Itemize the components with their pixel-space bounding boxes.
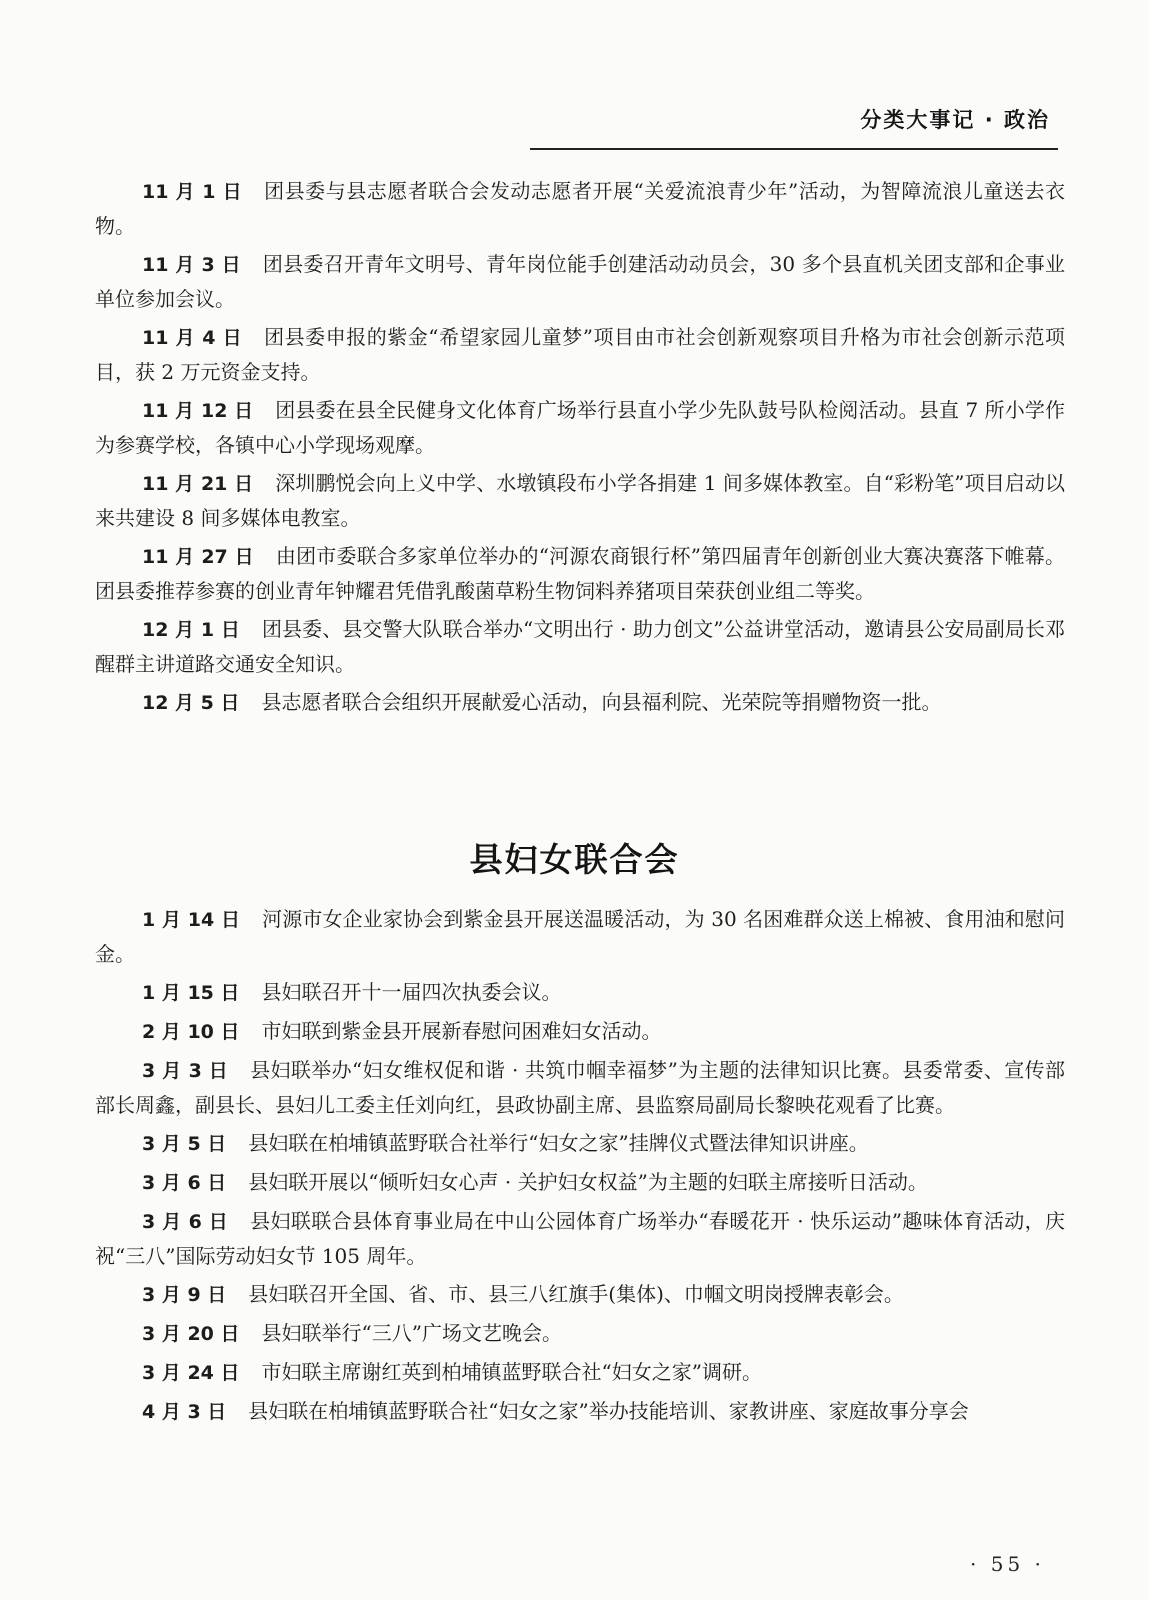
entry-text: 县妇联在柏埔镇蓝野联合社“妇女之家”举办技能培训、家教讲座、家庭故事分享会 — [248, 1399, 969, 1423]
entry-text: 县志愿者联合会组织开展献爱心活动，向县福利院、光荣院等捐赠物资一批。 — [261, 690, 942, 714]
entry-text: 市妇联到紫金县开展新春慰问困难妇女活动。 — [261, 1019, 662, 1043]
entry-date: 1 月 14 日 — [142, 909, 241, 931]
entry-text: 团县委在县全民健身文化体育广场举行县直小学少先队鼓号队检阅活动。县直 7 所小学作为参赛学校，各镇中心小学现场观摩。 — [95, 398, 1065, 457]
entry-text: 县妇联举办“妇女维权促和谐 · 共筑巾帼幸福梦”为主题的法律知识比赛。县委常委、宣传部部长周鑫，副县长、县妇儿工委主任刘向红，县政协副主席、县监察局副局长黎映花观看了比赛。 — [95, 1058, 1065, 1117]
entry-text: 团县委召开青年文明号、青年岗位能手创建活动动员会，30 多个县直机关团支部和企事业单位参加会议。 — [95, 252, 1065, 311]
entry-date: 11 月 4 日 — [142, 327, 243, 349]
header-rule — [530, 148, 1058, 150]
entry-date: 3 月 6 日 — [142, 1172, 227, 1194]
entry-date: 11 月 1 日 — [142, 181, 243, 203]
chronicle-entry — [95, 1165, 1065, 1200]
entry-date: 3 月 24 日 — [142, 1362, 240, 1384]
running-header-title: 分类大事记 · 政治 — [860, 108, 1050, 132]
entry-text: 由团市委联合多家单位举办的“河源农商银行杯”第四届青年创新创业大赛决赛落下帷幕。团县委推荐参赛的创业青年钟耀君凭借乳酸菌草粉生物饲料养猪项目荣获创业组二等奖。 — [95, 544, 1065, 603]
section-youth-league-entries — [95, 174, 1065, 724]
entry-date: 3 月 3 日 — [142, 1060, 229, 1082]
chronicle-entry — [95, 612, 1065, 681]
chronicle-entry — [95, 975, 1065, 1010]
entry-date: 3 月 6 日 — [142, 1211, 229, 1233]
chronicle-entry — [95, 1277, 1065, 1312]
entry-text: 团县委、县交警大队联合举办“文明出行 · 助力创文”公益讲堂活动，邀请县公安局副局长邓醒群主讲道路交通安全知识。 — [95, 617, 1065, 676]
entry-date: 11 月 27 日 — [142, 546, 254, 568]
chronicle-entry — [95, 1355, 1065, 1390]
chronicle-entry — [95, 1126, 1065, 1161]
entry-date: 3 月 9 日 — [142, 1284, 227, 1306]
entry-text: 团县委与县志愿者联合会发动志愿者开展“关爱流浪青少年”活动，为智障流浪儿童送去衣物。 — [95, 179, 1065, 238]
chronicle-entry — [95, 320, 1065, 389]
chronicle-entry — [95, 1014, 1065, 1049]
chronicle-entry — [95, 1394, 1065, 1429]
entry-date: 12 月 1 日 — [142, 619, 240, 641]
entry-text: 县妇联召开全国、省、市、县三八红旗手(集体)、巾帼文明岗授牌表彰会。 — [248, 1282, 904, 1306]
entry-date: 1 月 15 日 — [142, 982, 240, 1004]
entry-text: 县妇联举行“三八”广场文艺晚会。 — [261, 1321, 562, 1345]
entry-text: 市妇联主席谢红英到柏埔镇蓝野联合社“妇女之家”调研。 — [261, 1360, 762, 1384]
entry-date: 3 月 20 日 — [142, 1323, 240, 1345]
chronicle-entry — [95, 174, 1065, 243]
chronicle-entry — [95, 1053, 1065, 1122]
chronicle-entry — [95, 902, 1065, 971]
entry-text: 县妇联在柏埔镇蓝野联合社举行“妇女之家”挂牌仪式暨法律知识讲座。 — [248, 1131, 869, 1155]
entry-date: 11 月 3 日 — [142, 254, 241, 276]
entry-text: 河源市女企业家协会到紫金县开展送温暖活动，为 30 名困难群众送上棉被、食用油和慰问金。 — [95, 907, 1065, 966]
entry-date: 11 月 12 日 — [142, 400, 254, 422]
entry-text: 县妇联联合县体育事业局在中山公园体育广场举办“春暖花开 · 快乐运动”趣味体育活动，庆祝“三八”国际劳动妇女节 105 周年。 — [95, 1209, 1065, 1268]
chronicle-entry — [95, 466, 1065, 535]
entry-date: 3 月 5 日 — [142, 1133, 227, 1155]
chronicle-entry — [95, 247, 1065, 316]
entry-text: 团县委申报的紫金“希望家园儿童梦”项目由市社会创新观察项目升格为市社会创新示范项目，获 2 万元资金支持。 — [95, 325, 1065, 384]
section-heading: 县妇女联合会 — [469, 840, 680, 879]
chronicle-entry — [95, 685, 1065, 720]
chronicle-entry — [95, 1204, 1065, 1273]
entry-date: 11 月 21 日 — [142, 473, 254, 495]
chronicle-entry — [95, 1316, 1065, 1351]
page-number: · 55 · — [970, 1552, 1045, 1576]
entry-text: 县妇联召开十一届四次执委会议。 — [261, 980, 562, 1004]
entry-date: 2 月 10 日 — [142, 1021, 240, 1043]
entry-date: 4 月 3 日 — [142, 1401, 227, 1423]
chronicle-entry — [95, 539, 1065, 608]
chronicle-entry — [95, 393, 1065, 462]
entry-text: 县妇联开展以“倾听妇女心声 · 关护妇女权益”为主题的妇联主席接听日活动。 — [248, 1170, 928, 1194]
entry-text: 深圳鹏悦会向上义中学、水墩镇段布小学各捐建 1 间多媒体教室。自“彩粉笔”项目启动以来共建设 8 间多媒体电教室。 — [95, 471, 1065, 530]
entry-date: 12 月 5 日 — [142, 692, 240, 714]
section-womens-federation-entries — [95, 902, 1065, 1433]
running-header — [530, 104, 1058, 152]
